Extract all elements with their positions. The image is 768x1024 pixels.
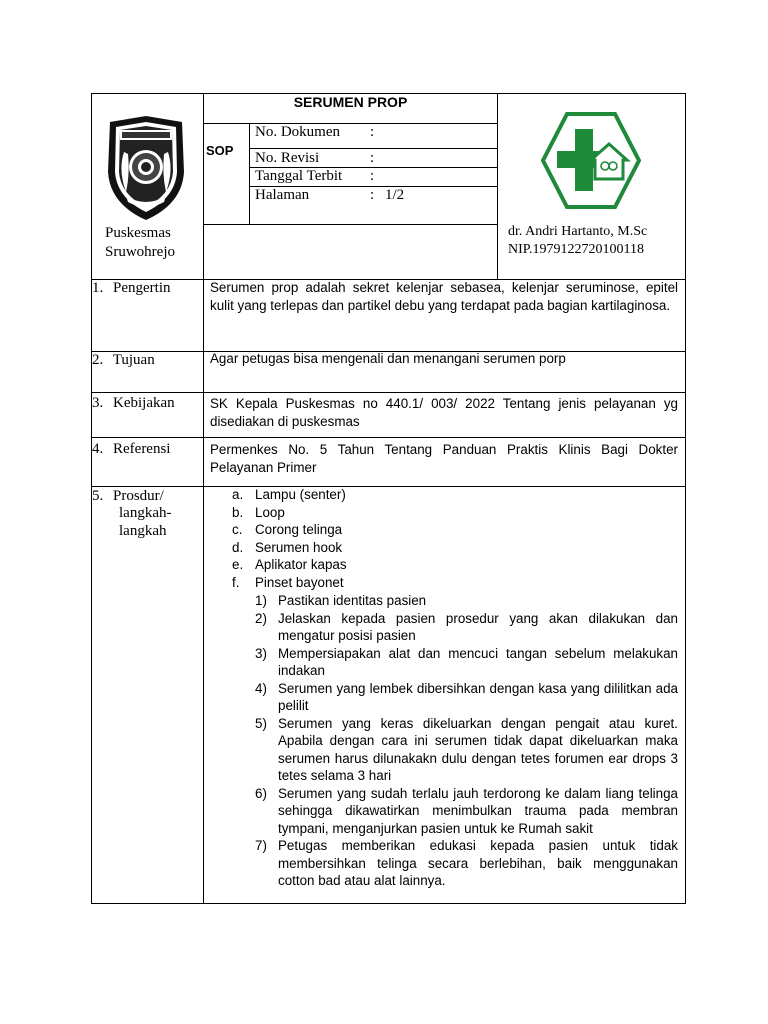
list-item-text: Pastikan identitas pasien	[278, 593, 427, 608]
list-item	[232, 539, 678, 557]
field-no-revisi-label: No. Revisi	[255, 150, 320, 166]
divider-sop-cell	[249, 123, 250, 224]
list-item	[255, 837, 678, 890]
list-item	[232, 574, 678, 592]
label-referensi: 4. Referensi	[92, 441, 171, 457]
signer-name: dr. Andri Hartanto, M.Sc	[508, 224, 648, 239]
list-marker: 4)	[255, 680, 267, 696]
steps-list	[255, 592, 678, 890]
header-row-bottom	[203, 224, 498, 225]
list-item-text: Corong telinga	[255, 522, 343, 537]
regional-emblem-icon	[100, 112, 192, 224]
list-item	[232, 486, 678, 504]
border-right	[685, 93, 686, 904]
border-bottom	[91, 903, 686, 904]
text-referensi: Permenkes No. 5 Tahun Tentang Panduan Praktis Klinis Bagi Dokter Pelayanan Primer	[210, 442, 678, 475]
field-halaman-sep: :	[370, 187, 375, 203]
list-item	[255, 610, 678, 645]
list-marker: a.	[232, 487, 244, 502]
list-marker: b.	[232, 504, 244, 520]
label-pengertian: 1. Pengertin	[92, 280, 171, 296]
list-marker: 5)	[255, 715, 267, 731]
divider-label-column	[203, 93, 204, 904]
list-item-text: Serumen yang lembek dibersihkan dengan kasa yang dililitkan ada pelilit	[278, 680, 678, 713]
list-marker: 1)	[255, 593, 267, 608]
list-marker: c.	[232, 522, 243, 537]
list-marker: f.	[232, 574, 240, 590]
list-item-text: Serumen hook	[255, 539, 343, 555]
list-marker: e.	[232, 557, 244, 572]
field-no-dokumen	[255, 124, 495, 141]
field-no-dokumen-sep: :	[370, 124, 375, 140]
list-item	[255, 680, 678, 715]
org-name-line1: Puskesmas	[105, 225, 171, 241]
field-tanggal-terbit	[255, 168, 495, 185]
field-halaman-value: 1/2	[385, 187, 405, 203]
field-halaman	[255, 187, 495, 204]
puskesmas-logo-icon	[541, 111, 641, 210]
label-prosedur-line1: 5. Prosdur/	[92, 488, 164, 504]
list-item	[232, 556, 678, 574]
label-prosedur-line3: langkah	[119, 523, 167, 539]
list-item	[255, 715, 678, 785]
field-halaman-label: Halaman	[255, 187, 310, 203]
field-tanggal-terbit-label: Tanggal Terbit	[255, 168, 343, 184]
text-tujuan: Agar petugas bisa mengenali dan menangani serumen porp	[210, 351, 566, 366]
label-tujuan: 2. Tujuan	[92, 352, 155, 368]
list-marker: 3)	[255, 645, 267, 661]
list-item-text: Jelaskan kepada pasien prosedur yang akan dilakukan dan mengatur posisi pasien	[278, 610, 678, 643]
row-kebijakan-bottom	[91, 437, 686, 438]
row-tujuan-bottom	[91, 392, 686, 393]
field-no-revisi	[255, 150, 495, 167]
list-marker: 6)	[255, 785, 267, 801]
text-pengertian: Serumen prop adalah sekret kelenjar sebasea, kelenjar seruminose, epitel kulit yang terlepas dan partikel debu yang terdapat pada bagian kartilaginosa.	[210, 280, 678, 313]
list-item	[255, 785, 678, 838]
list-item-text: Serumen yang keras dikeluarkan dengan pengait atau kuret. Apabila dengan cara ini serumen tidak dapat dikeluarkan maka serumen harus dilunakakn dulu dengan tetes forumen ear drops 3 tetes selama 3 hari	[278, 715, 678, 783]
list-item-text: Loop	[255, 504, 285, 520]
list-item	[232, 504, 678, 522]
sop-label: SOP	[206, 143, 234, 158]
list-item-text: Aplikator kapas	[255, 557, 347, 572]
list-item-text: Lampu (senter)	[255, 487, 346, 502]
list-item-text: Mempersiapakan alat dan mencuci tangan sebelum melakukan indakan	[278, 645, 678, 678]
list-item	[232, 521, 678, 539]
org-name-line2: Sruwohrejo	[105, 244, 175, 260]
list-marker: 7)	[255, 838, 267, 853]
field-tanggal-terbit-sep: :	[370, 168, 375, 184]
list-marker: d.	[232, 539, 244, 555]
document-title: SERUMEN PROP	[293, 94, 408, 110]
list-item	[255, 592, 678, 610]
list-item-text: Serumen yang sudah terlalu jauh terdorong ke dalam liang telinga sehingga dikawatirkan menimbulkan trauma pada membran tympani, menganjurkan pasien untuk ke Rumah sakit	[278, 785, 678, 836]
label-prosedur-line2: langkah-	[119, 505, 172, 521]
signer-nip: NIP.197912272010011​8	[508, 242, 644, 257]
text-kebijakan: SK Kepala Puskesmas no 440.1/ 003/ 2022 Tentang jenis pelayanan yg disediakan di puskesmas	[210, 396, 678, 429]
list-marker: 2)	[255, 610, 267, 626]
list-item-text: Petugas memberikan edukasi kepada pasien untuk tidak membersihkan telinga secara berlebihan, baik menggunakan cotton bad atau alat lainnya.	[278, 838, 678, 888]
field-no-revisi-sep: :	[370, 150, 375, 166]
field-no-dokumen-label: No. Dokumen	[255, 124, 340, 140]
list-item-text: Pinset bayonet	[255, 574, 344, 590]
label-kebijakan: 3. Kebijakan	[92, 395, 175, 411]
field-row-1-bottom	[249, 148, 498, 149]
list-item	[255, 645, 678, 680]
tools-list	[232, 486, 678, 591]
